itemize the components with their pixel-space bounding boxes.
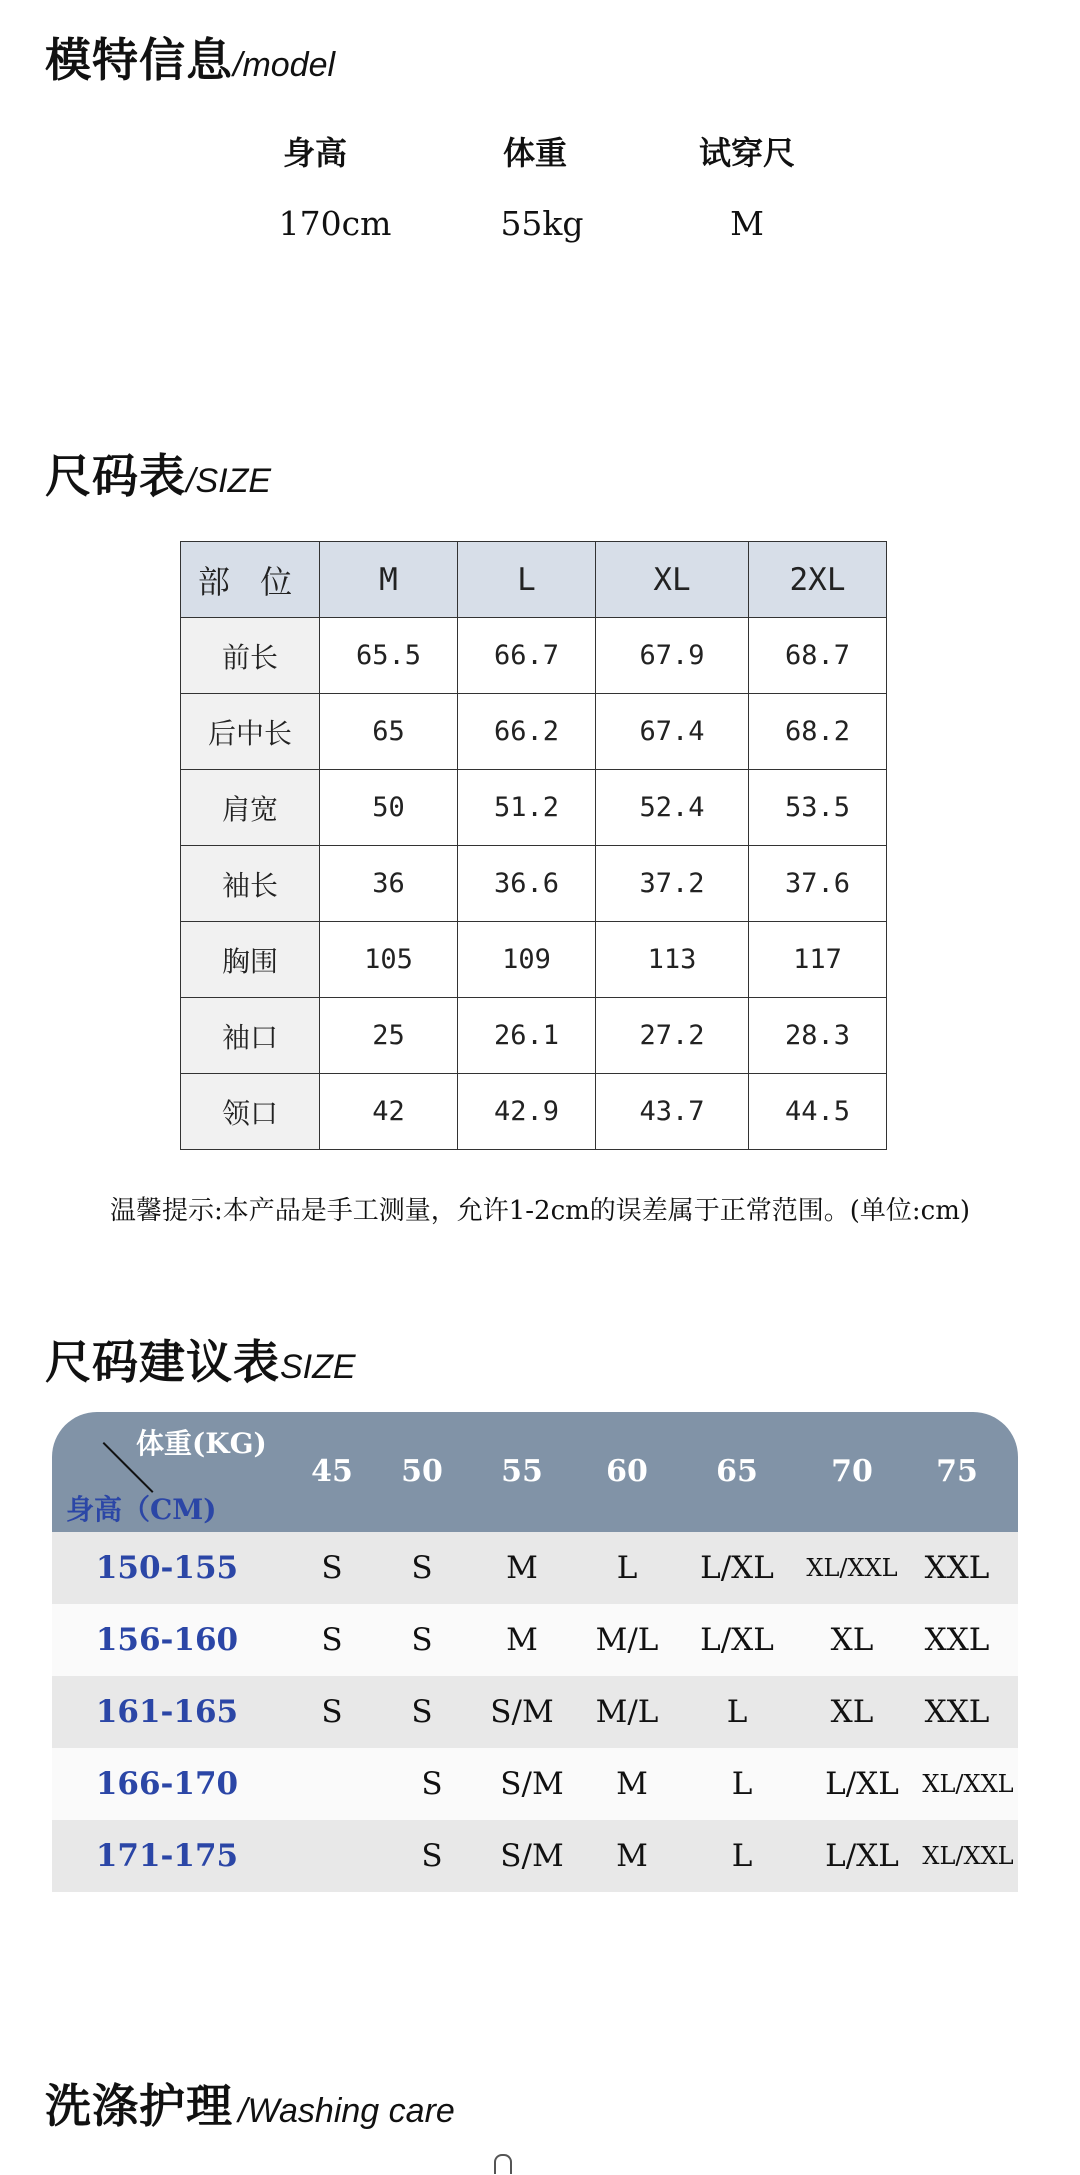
size-cell: 68.2 — [749, 694, 887, 770]
size-cell: 67.9 — [596, 618, 749, 694]
size-cell: 66.7 — [458, 618, 596, 694]
height-range-cell: 150-155 — [95, 1550, 239, 1586]
size-suggestion-cell: L — [616, 1550, 638, 1586]
weight-header-cell: 45 — [311, 1454, 353, 1489]
recommend-header-row — [52, 1412, 1018, 1532]
model-section-title — [45, 24, 335, 90]
measurement-note: 温馨提示:本产品是手工测量，允许1-2cm的误差属于正常范围。(单位:cm) — [109, 1196, 971, 1226]
size-cell: 66.2 — [458, 694, 596, 770]
size-cell: 65 — [320, 694, 458, 770]
size-suggestion-cell: XL/XXL — [806, 1554, 898, 1582]
recommend-row — [52, 1748, 1018, 1820]
size-suggestion-cell: XL/XXL — [922, 1842, 1014, 1870]
size-title-en: /SIZE — [186, 462, 272, 500]
height-range-cell: 171-175 — [95, 1838, 239, 1874]
size-suggestion-cell: L — [731, 1766, 753, 1802]
size-suggestion-cell: L — [726, 1694, 748, 1730]
size-cell: 113 — [596, 922, 749, 998]
size-table-row — [181, 694, 887, 770]
size-cell: 37.6 — [749, 846, 887, 922]
size-suggestion-cell: M — [506, 1622, 538, 1658]
size-cell: 52.4 — [596, 770, 749, 846]
recommend-section-title — [45, 1326, 356, 1392]
size-cell: 67.4 — [596, 694, 749, 770]
size-suggestion-cell: XL — [830, 1694, 874, 1730]
size-suggestion-cell: S — [321, 1622, 343, 1658]
model-title-zh: 模特信息 — [45, 33, 233, 87]
recommend-row — [52, 1532, 1018, 1604]
washing-title-zh: 洗涤护理 — [45, 2079, 233, 2133]
size-suggestion-cell: M — [506, 1550, 538, 1586]
weight-header-cell: 70 — [831, 1454, 873, 1489]
size-cell: 117 — [749, 922, 887, 998]
size-suggestion-cell: XXL — [924, 1622, 990, 1658]
row-part-label: 袖长 — [181, 846, 320, 922]
size-suggestion-cell: S — [411, 1550, 433, 1586]
size-table-row — [181, 770, 887, 846]
recommend-title-en: SIZE — [280, 1348, 356, 1386]
size-suggestion-cell: S/M — [490, 1694, 554, 1730]
size-suggestion-cell — [282, 1820, 382, 1892]
row-part-label: 肩宽 — [181, 770, 320, 846]
model-label-height: 身高 — [282, 134, 347, 172]
size-suggestion-cell: S — [411, 1622, 433, 1658]
row-part-label: 领口 — [181, 1074, 320, 1150]
size-suggestion-cell: XXL — [924, 1550, 990, 1586]
weight-header-cell: 75 — [936, 1454, 978, 1489]
washing-section-title — [45, 2070, 455, 2136]
size-suggestion-cell: S — [421, 1766, 443, 1802]
washing-title-en: /Washing care — [238, 2092, 455, 2130]
height-range-cell: 161-165 — [95, 1694, 239, 1730]
height-range-cell: 166-170 — [95, 1766, 239, 1802]
recommend-title-zh: 尺码建议表 — [45, 1335, 280, 1389]
size-cell: 65.5 — [320, 618, 458, 694]
header-cell-xl: XL — [596, 542, 749, 618]
weight-axis-label: 体重(KG) — [136, 1427, 267, 1460]
model-label-fit-size: 试穿尺 — [698, 134, 795, 172]
weight-header-cell: 60 — [606, 1454, 648, 1489]
weight-header-cell: 50 — [401, 1454, 443, 1489]
size-title-zh: 尺码表 — [45, 449, 186, 503]
size-cell: 25 — [320, 998, 458, 1074]
size-suggestion-cell: S — [421, 1838, 443, 1874]
row-part-label: 前长 — [181, 618, 320, 694]
size-suggestion-cell: S — [411, 1694, 433, 1730]
size-cell: 42 — [320, 1074, 458, 1150]
size-cell: 26.1 — [458, 998, 596, 1074]
size-cell: 44.5 — [749, 1074, 887, 1150]
size-suggestion-cell: S — [321, 1550, 343, 1586]
row-part-label: 胸围 — [181, 922, 320, 998]
size-cell: 105 — [320, 922, 458, 998]
recommend-row — [52, 1604, 1018, 1676]
size-cell: 68.7 — [749, 618, 887, 694]
size-table — [180, 541, 887, 1150]
size-cell: 51.2 — [458, 770, 596, 846]
size-cell: 27.2 — [596, 998, 749, 1074]
row-part-label: 袖口 — [181, 998, 320, 1074]
size-table-row — [181, 998, 887, 1074]
hanger-hook-icon — [494, 2154, 512, 2174]
size-suggestion-cell: XXL — [924, 1694, 990, 1730]
size-cell: 109 — [458, 922, 596, 998]
size-table-header-row — [181, 542, 887, 618]
size-suggestion-cell: L/XL — [825, 1838, 899, 1874]
size-suggestion-cell: L/XL — [700, 1550, 774, 1586]
size-cell: 28.3 — [749, 998, 887, 1074]
size-suggestion-cell: S — [321, 1694, 343, 1730]
weight-header-cell: 55 — [501, 1454, 543, 1489]
size-table-row — [181, 618, 887, 694]
size-table-row — [181, 922, 887, 998]
height-axis-label: 身高（CM) — [66, 1493, 217, 1526]
size-suggestion-cell: L/XL — [825, 1766, 899, 1802]
size-cell: 53.5 — [749, 770, 887, 846]
size-suggestion-cell: L/XL — [700, 1622, 774, 1658]
weight-header-cell: 65 — [716, 1454, 758, 1489]
size-cell: 42.9 — [458, 1074, 596, 1150]
model-title-en: /model — [233, 46, 336, 84]
size-suggestion-cell: XL — [830, 1622, 874, 1658]
header-cell-2xl: 2XL — [749, 542, 887, 618]
size-section-title — [45, 440, 271, 506]
size-suggestion-cell: S/M — [500, 1838, 564, 1874]
size-suggestion-cell: M — [616, 1766, 648, 1802]
size-suggestion-cell: S/M — [500, 1766, 564, 1802]
size-suggestion-cell — [282, 1748, 382, 1820]
size-suggestion-cell: M — [616, 1838, 648, 1874]
size-suggestion-cell: M/L — [595, 1622, 659, 1658]
size-recommendation-table — [52, 1412, 1018, 1892]
size-suggestion-cell: M/L — [595, 1694, 659, 1730]
size-cell: 43.7 — [596, 1074, 749, 1150]
height-range-cell: 156-160 — [95, 1622, 239, 1658]
recommend-row — [52, 1820, 1018, 1892]
header-cell-part: 部 位 — [181, 542, 320, 618]
model-value-weight: 55kg — [500, 204, 584, 243]
size-cell: 36 — [320, 846, 458, 922]
row-part-label: 后中长 — [181, 694, 320, 770]
model-label-weight: 体重 — [502, 134, 567, 172]
model-value-fit-size: M — [730, 204, 764, 243]
size-suggestion-cell: L — [731, 1838, 753, 1874]
size-cell: 50 — [320, 770, 458, 846]
header-cell-l: L — [458, 542, 596, 618]
model-value-height: 170cm — [278, 204, 392, 243]
size-table-row — [181, 846, 887, 922]
size-suggestion-cell: XL/XXL — [922, 1770, 1014, 1798]
header-cell-m: M — [320, 542, 458, 618]
size-cell: 37.2 — [596, 846, 749, 922]
recommend-row — [52, 1676, 1018, 1748]
size-cell: 36.6 — [458, 846, 596, 922]
size-table-row — [181, 1074, 887, 1150]
